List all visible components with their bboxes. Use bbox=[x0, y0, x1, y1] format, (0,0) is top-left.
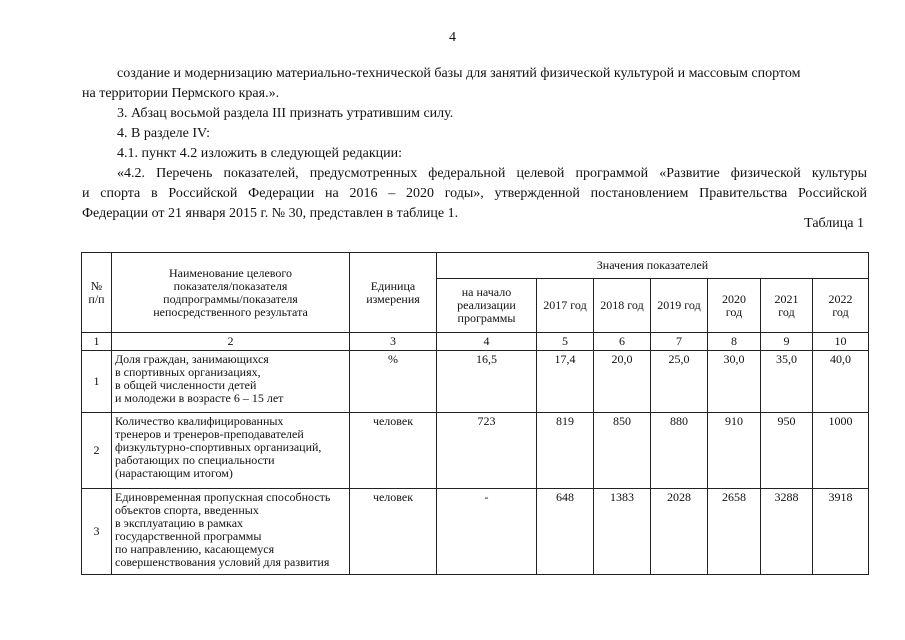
header-name: Наименование целевого показателя/показателя подпрограммы/показателя непосредственного результата bbox=[112, 253, 350, 333]
header-2020: 2020 год bbox=[708, 279, 761, 333]
value-cell: 16,5 bbox=[437, 351, 537, 413]
numbering-cell: 2 bbox=[112, 333, 350, 351]
paragraph-item-3: 3. Абзац восьмой раздела III признать утратившим силу. bbox=[117, 106, 454, 121]
value-cell: 1000 bbox=[813, 413, 869, 489]
paragraph-item-4-1: 4.1. пункт 4.2 изложить в следующей редакции: bbox=[117, 146, 402, 161]
header-2022: 2022 год bbox=[813, 279, 869, 333]
text-line: создание и модернизацию материально-технической базы для занятий физической культурой и массовым спортом bbox=[117, 66, 801, 81]
value-cell: 2658 bbox=[708, 489, 761, 575]
table-row bbox=[82, 489, 869, 575]
header-2021: 2021 год bbox=[761, 279, 813, 333]
table-caption: Таблица 1 bbox=[804, 216, 864, 231]
row-name: Количество квалифицированных тренеров и тренеров-преподавателей физкультурно-спортивных организаций, работающих по специальности (нарастающим итогом) bbox=[112, 413, 350, 489]
table-header-row bbox=[82, 253, 869, 279]
header-2017: 2017 год bbox=[537, 279, 594, 333]
numbering-cell: 1 bbox=[82, 333, 112, 351]
value-cell: 1383 bbox=[594, 489, 651, 575]
value-cell: 40,0 bbox=[813, 351, 869, 413]
row-num: 1 bbox=[82, 351, 112, 413]
numbering-cell: 5 bbox=[537, 333, 594, 351]
value-cell: 723 bbox=[437, 413, 537, 489]
value-cell: 2028 bbox=[651, 489, 708, 575]
row-num: 2 bbox=[82, 413, 112, 489]
value-cell: 35,0 bbox=[761, 351, 813, 413]
indicators-table bbox=[81, 252, 869, 575]
value-cell: 880 bbox=[651, 413, 708, 489]
value-cell: 950 bbox=[761, 413, 813, 489]
paragraph-item-4: 4. В разделе IV: bbox=[117, 126, 210, 141]
value-cell: - bbox=[437, 489, 537, 575]
text-line: на территории Пермского края.». bbox=[82, 86, 280, 101]
numbering-cell: 3 bbox=[350, 333, 437, 351]
header-unit: Единица измерения bbox=[350, 253, 437, 333]
paragraph-continuation bbox=[82, 64, 867, 104]
value-cell: 25,0 bbox=[651, 351, 708, 413]
row-unit: % bbox=[350, 351, 437, 413]
value-cell: 30,0 bbox=[708, 351, 761, 413]
row-unit: человек bbox=[350, 413, 437, 489]
header-num: № п/п bbox=[82, 253, 112, 333]
value-cell: 910 bbox=[708, 413, 761, 489]
text-line: и спорта в Российской Федерации на 2016 – 2020 годы», утвержденной постановлением Правительства Российской bbox=[82, 186, 867, 201]
value-cell: 819 bbox=[537, 413, 594, 489]
value-cell: 17,4 bbox=[537, 351, 594, 413]
row-name: Доля граждан, занимающихся в спортивных организациях, в общей численности детей и молодежи в возрасте 6 – 15 лет bbox=[112, 351, 350, 413]
value-cell: 3288 bbox=[761, 489, 813, 575]
value-cell: 648 bbox=[537, 489, 594, 575]
text-line: «4.2. Перечень показателей, предусмотренных федеральной целевой программой «Развитие физической культуры bbox=[117, 166, 867, 181]
numbering-row bbox=[82, 333, 869, 351]
page-number: 4 bbox=[449, 30, 456, 45]
header-2018: 2018 год bbox=[594, 279, 651, 333]
row-name: Единовременная пропускная способность объектов спорта, введенных в эксплуатацию в рамках государственной программы по направлению, касающемуся совершенствования условий для развития bbox=[112, 489, 350, 575]
table-row bbox=[82, 351, 869, 413]
value-cell: 850 bbox=[594, 413, 651, 489]
value-cell: 3918 bbox=[813, 489, 869, 575]
table-row bbox=[82, 413, 869, 489]
numbering-cell: 4 bbox=[437, 333, 537, 351]
row-num: 3 bbox=[82, 489, 112, 575]
numbering-cell: 10 bbox=[813, 333, 869, 351]
header-2019: 2019 год bbox=[651, 279, 708, 333]
header-values-group: Значения показателей bbox=[437, 253, 869, 279]
header-start: на начало реализации программы bbox=[437, 279, 537, 333]
value-cell: 20,0 bbox=[594, 351, 651, 413]
numbering-cell: 9 bbox=[761, 333, 813, 351]
row-unit: человек bbox=[350, 489, 437, 575]
numbering-cell: 8 bbox=[708, 333, 761, 351]
numbering-cell: 6 bbox=[594, 333, 651, 351]
numbering-cell: 7 bbox=[651, 333, 708, 351]
paragraph-item-4-2 bbox=[82, 164, 867, 224]
text-line: Федерации от 21 января 2015 г. № 30, представлен в таблице 1. bbox=[82, 206, 459, 221]
